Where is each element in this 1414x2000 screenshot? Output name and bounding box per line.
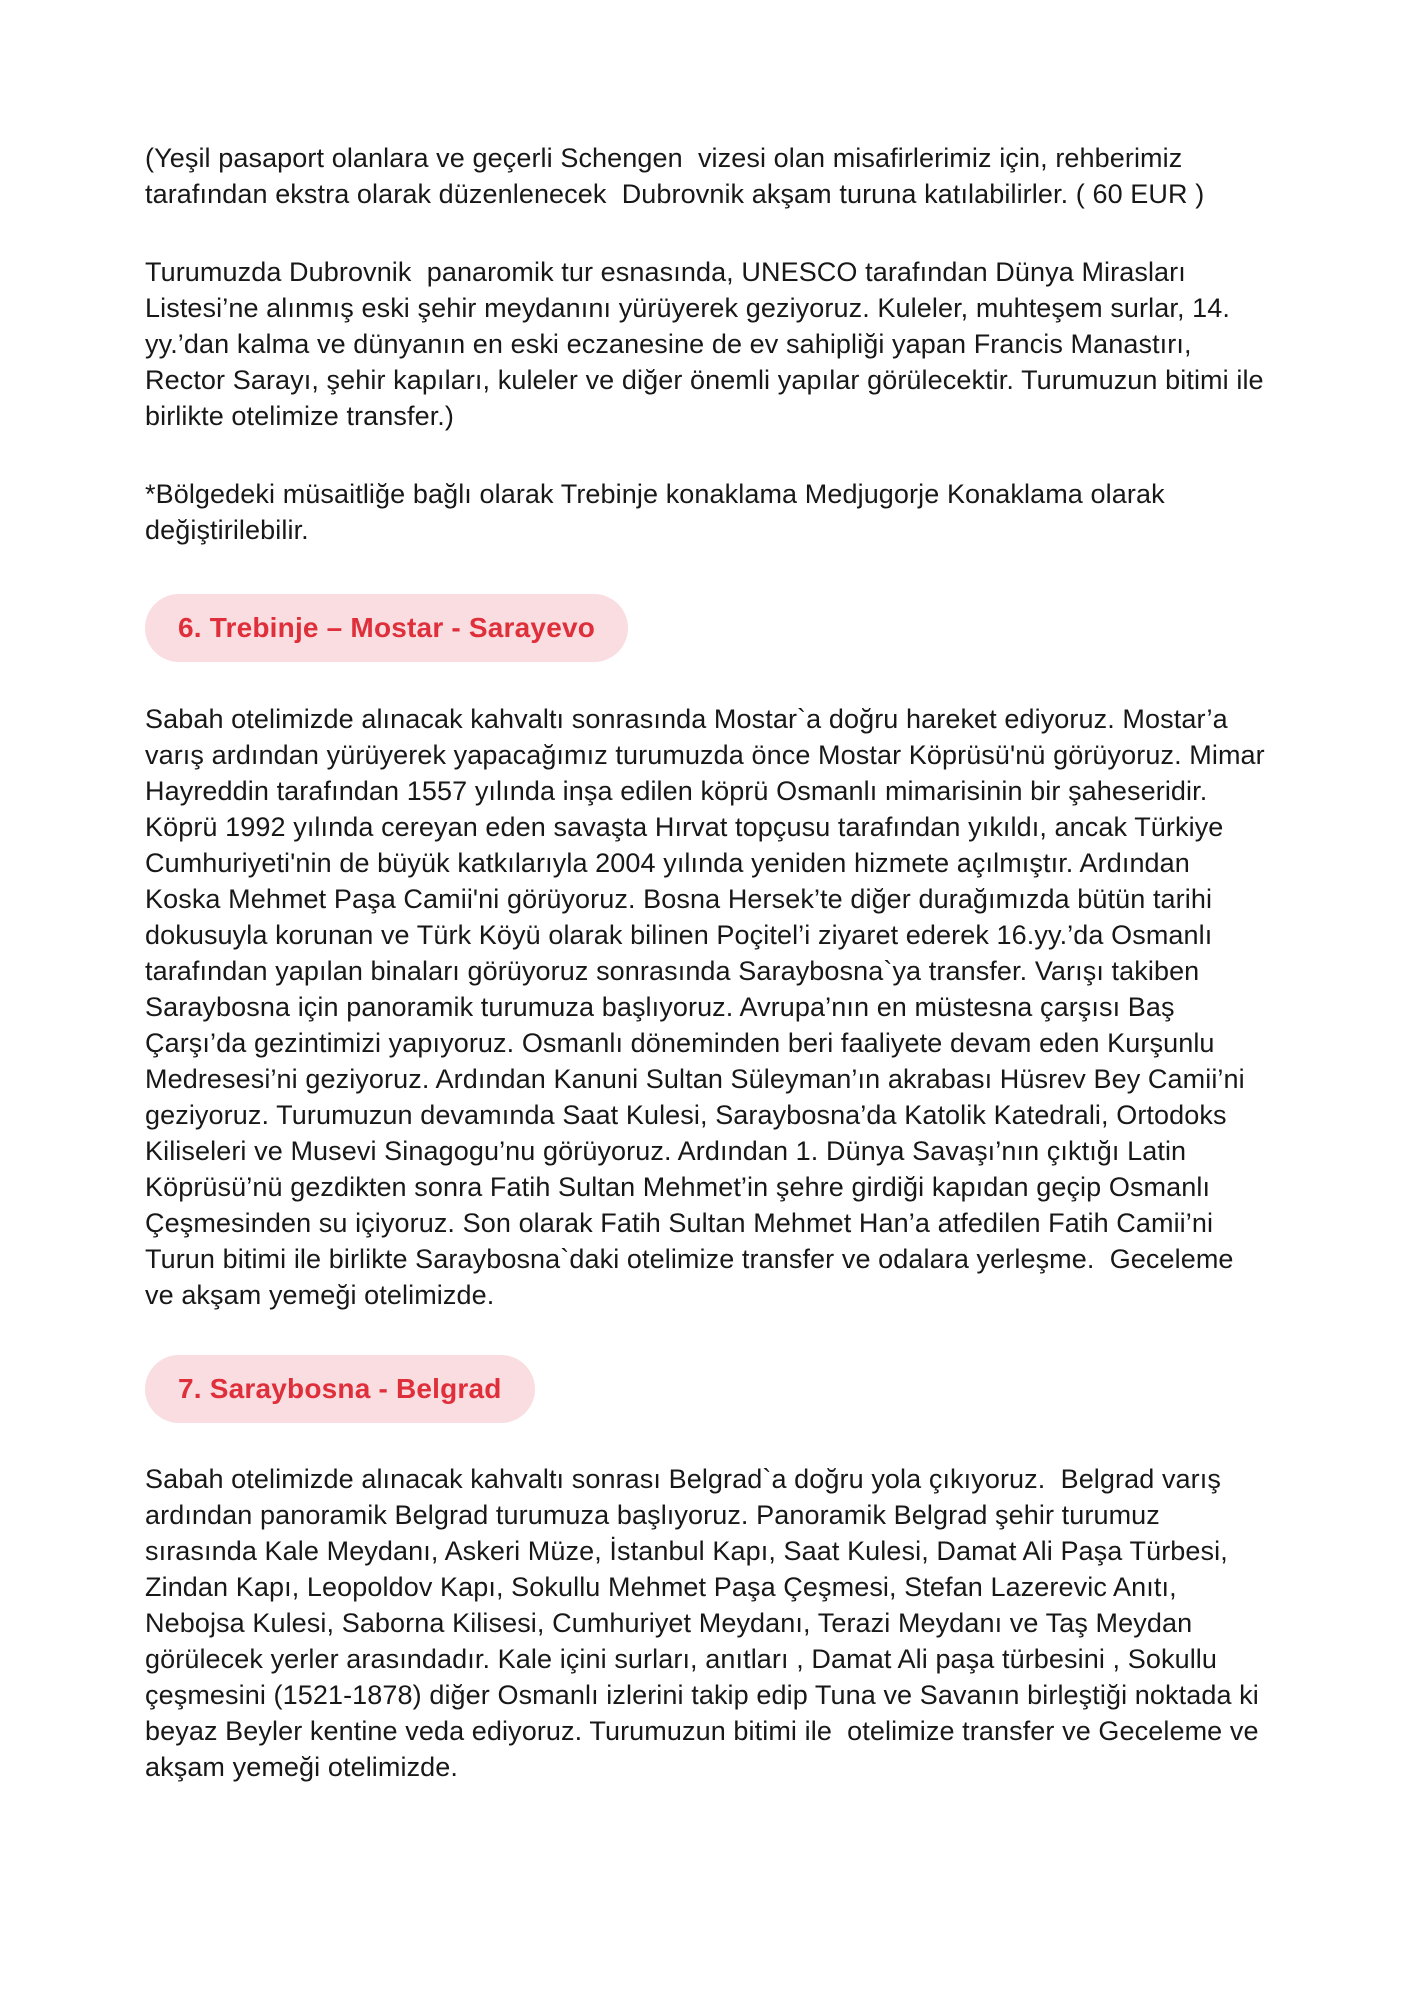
day7-heading-row: [145, 1355, 1268, 1423]
dubrovnik-tour-paragraph: Turumuzda Dubrovnik panaromik tur esnasında, UNESCO tarafından Dünya Mirasları Listesi’ne alınmış eski şehir meydanını yürüyerek geziyoruz. Kuleler, muhteşem surlar, 14. yy.’dan kalma ve dünyanın en eski eczanesine de ev sahipliği yapan Francis Manastırı, Rector Sarayı, şehir kapıları, kuleler ve diğer önemli yapılar görülecektir. Turumuzun bitimi ile birlikte otelimize transfer.): [145, 257, 1272, 431]
day6-heading-badge: 6. Trebinje – Mostar - Sarayevo: [145, 594, 628, 662]
day6-heading-row: [145, 594, 1268, 662]
accommodation-change-note: *Bölgedeki müsaitliğe bağlı olarak Trebinje konaklama Medjugorje Konaklama olarak değiştirilebilir.: [145, 479, 1173, 545]
day7-heading-badge: 7. Saraybosna - Belgrad: [145, 1355, 535, 1423]
intro-visa-note: (Yeşil pasaport olanlara ve geçerli Schengen vizesi olan misafirlerimiz için, rehberimiz tarafından ekstra olarak düzenlenecek Dubrovnik akşam turuna katılabilirler. ( 60 EUR ): [145, 143, 1205, 209]
day7-itinerary-paragraph: Sabah otelimizde alınacak kahvaltı sonrası Belgrad`a doğru yola çıkıyoruz. Belgrad varış ardından panoramik Belgrad turumuza başlıyoruz. Panoramik Belgrad şehir turumuz sırasında Kale Meydanı, Askeri Müze, İstanbul Kapı, Saat Kulesi, Damat Ali Paşa Türbesi, Zindan Kapı, Leopoldov Kapı, Sokullu Mehmet Paşa Çeşmesi, Stefan Lazerevic Anıtı, Nebojsa Kulesi, Saborna Kilisesi, Cumhuriyet Meydanı, Terazi Meydanı ve Taş Meydan görülecek yerler arasındadır. Kale içini surları, anıtları , Damat Ali paşa türbesini , Sokullu çeşmesini (1521-1878) diğer Osmanlı izlerini takip edip Tuna ve Savanın birleştiği noktada ki beyaz Beyler kentine veda ediyoruz. Turumuzun bitimi ile otelimize transfer ve Geceleme ve akşam yemeği otelimizde.: [145, 1464, 1267, 1782]
day6-itinerary-paragraph: Sabah otelimizde alınacak kahvaltı sonrasında Mostar`a doğru hareket ediyoruz. Mostar’a varış ardından yürüyerek yapacağımız turumuzda önce Mostar Köprüsü'nü görüyoruz. Mimar Hayreddin tarafından 1557 yılında inşa edilen köprü Osmanlı mimarisinin bir şaheseridir. Köprü 1992 yılında cereyan eden savaşta Hırvat topçusu tarafından yıkıldı, ancak Türkiye Cumhuriyeti'nin de büyük katkılarıyla 2004 yılında yeniden hizmete açılmıştır. Ardından Koska Mehmet Paşa Camii'ni görüyoruz. Bosna Hersek’te diğer durağımızda bütün tarihi dokusuyla korunan ve Türk Köyü olarak bilinen Poçitel’i ziyaret ederek 16.yy.’da Osmanlı tarafından yapılan binaları görüyoruz sonrasında Saraybosna`ya transfer. Varışı takiben Saraybosna için panoramik turumuza başlıyoruz. Avrupa’nın en müstesna çarşısı Baş Çarşı’da gezintimizi yapıyoruz. Osmanlı döneminden beri faaliyete devam eden Kurşunlu Medresesi’ni geziyoruz. Ardından Kanuni Sultan Süleyman’ın akrabası Hüsrev Bey Camii’ni geziyoruz. Turumuzun devamında Saat Kulesi, Saraybosna’da Katolik Katedrali, Ortodoks Kiliseleri ve Musevi Sinagogu’nu görüyoruz. Ardından 1. Dünya Savaşı’nın çıktığı Latin Köprüsü’nü gezdikten sonra Fatih Sultan Mehmet’in şehre girdiği kapıdan geçip Osmanlı Çeşmesinden su içiyoruz. Son olarak Fatih Sultan Mehmet Han’a atfedilen Fatih Camii’ni Turun bitimi ile birlikte Saraybosna`daki otelimize transfer ve odalara yerleşme. Geceleme ve akşam yemeği otelimizde.: [145, 704, 1273, 1310]
